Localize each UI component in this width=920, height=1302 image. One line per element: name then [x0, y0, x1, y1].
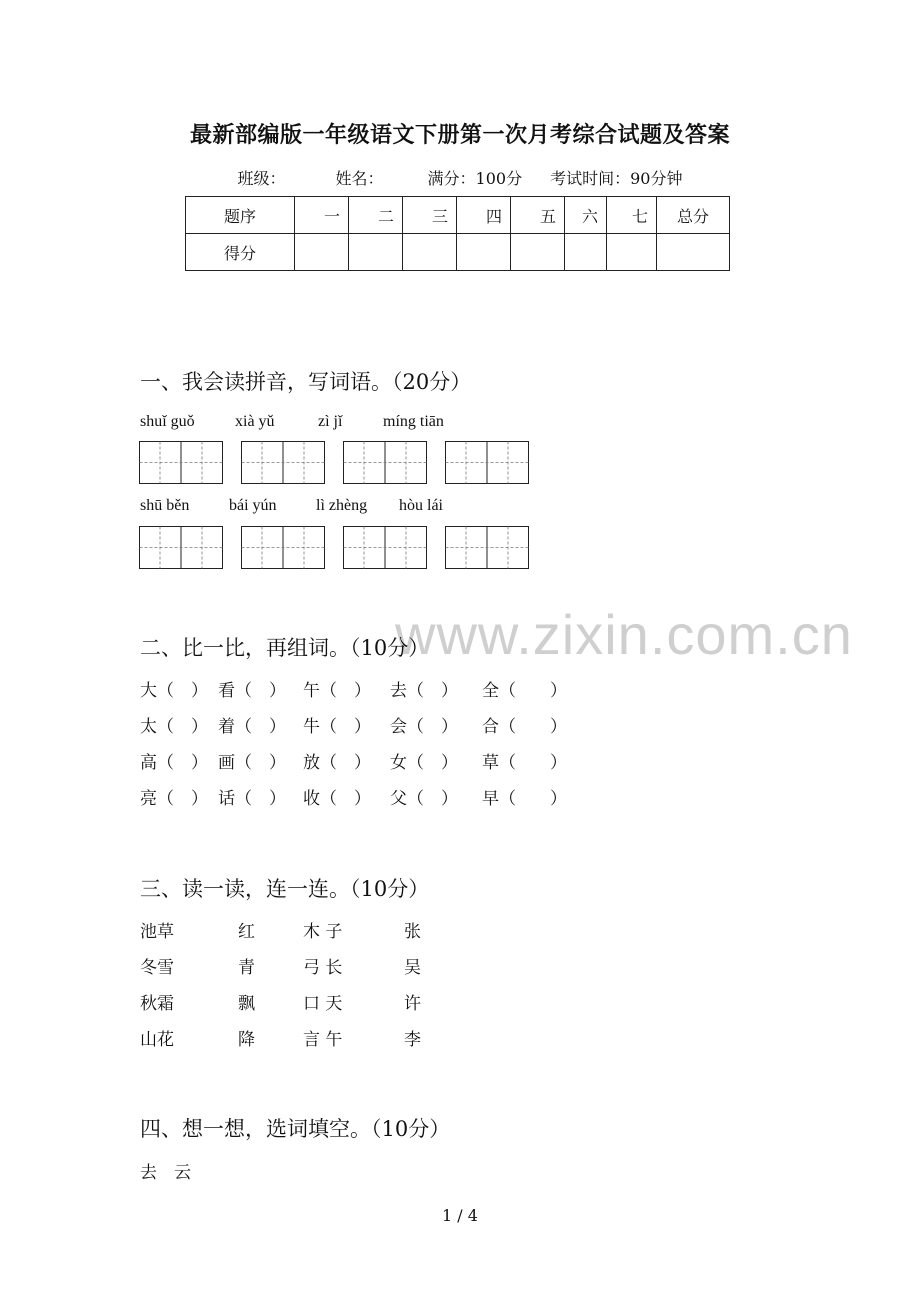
score-header-cell: 三: [403, 197, 457, 234]
compare-word-item[interactable]: 看（ ）: [218, 681, 286, 701]
exam-time: 考试时间：90分钟: [550, 169, 683, 188]
pinyin-word: shuǐ guǒ: [140, 413, 195, 430]
score-input-cell[interactable]: [295, 234, 349, 271]
score-table-header: [186, 197, 730, 234]
compare-word-item[interactable]: 高（ ）: [140, 753, 208, 773]
score-row-label: 得分: [186, 234, 295, 271]
writing-box[interactable]: [139, 526, 222, 568]
compare-word-item[interactable]: 全（ ）: [482, 681, 567, 701]
match-item[interactable]: 飘: [238, 994, 255, 1014]
score-input-cell[interactable]: [349, 234, 403, 271]
match-item[interactable]: 言 午: [303, 1030, 343, 1050]
compare-word-item[interactable]: 会（ ）: [390, 717, 458, 737]
compare-word-item[interactable]: 牛（ ）: [303, 717, 371, 737]
writing-box[interactable]: [445, 441, 528, 483]
score-input-cell[interactable]: [657, 234, 730, 271]
score-header-cell: 七: [607, 197, 657, 234]
score-table: [185, 196, 730, 271]
watermark: www.zixin.com.cn: [395, 603, 853, 666]
writing-grid-row-1: [139, 441, 528, 483]
match-item[interactable]: 山花: [140, 1030, 174, 1050]
full-score: 满分：100分: [427, 169, 523, 188]
compare-word-item[interactable]: 午（ ）: [303, 681, 371, 701]
match-item[interactable]: 口 天: [303, 994, 343, 1014]
score-table-row: [186, 234, 730, 271]
match-item[interactable]: 秋霜: [140, 994, 174, 1014]
exam-info: [0, 166, 920, 189]
score-header-cell: 五: [511, 197, 565, 234]
compare-word-item[interactable]: 收（ ）: [303, 789, 371, 809]
section-4-heading: 四、想一想，选词填空。（10分）: [140, 1117, 451, 1141]
score-header-cell: 二: [349, 197, 403, 234]
score-input-cell[interactable]: [457, 234, 511, 271]
match-item[interactable]: 李: [404, 1030, 421, 1050]
word-choices: 去 云: [140, 1163, 191, 1183]
writing-box[interactable]: [343, 526, 426, 568]
section-2-heading: 二、比一比，再组词。（10分）: [140, 636, 430, 660]
score-header-cell: 总分: [657, 197, 730, 234]
match-item[interactable]: 木 子: [303, 922, 343, 942]
compare-word-item[interactable]: 太（ ）: [140, 717, 208, 737]
compare-word-item[interactable]: 亮（ ）: [140, 789, 208, 809]
score-input-cell[interactable]: [565, 234, 607, 271]
compare-word-item[interactable]: 女（ ）: [390, 753, 458, 773]
match-item[interactable]: 弓 长: [303, 958, 343, 978]
writing-box[interactable]: [445, 526, 528, 568]
score-header-cell: 四: [457, 197, 511, 234]
compare-word-item[interactable]: 画（ ）: [218, 753, 286, 773]
page-title: 最新部编版一年级语文下册第一次月考综合试题及答案: [189, 122, 730, 148]
writing-box[interactable]: [343, 441, 426, 483]
match-item[interactable]: 青: [238, 958, 255, 978]
writing-box[interactable]: [241, 526, 324, 568]
score-header-cell: 题序: [186, 197, 295, 234]
score-input-cell[interactable]: [607, 234, 657, 271]
page-number: 1 / 4: [442, 1206, 478, 1225]
pinyin-word: shū běn: [140, 497, 190, 514]
compare-word-item[interactable]: 父（ ）: [390, 789, 458, 809]
pinyin-word: hòu lái: [399, 497, 443, 514]
compare-word-item[interactable]: 草（ ）: [482, 753, 567, 773]
match-item[interactable]: 吴: [404, 958, 421, 978]
writing-box[interactable]: [139, 441, 222, 483]
compare-word-item[interactable]: 话（ ）: [218, 789, 286, 809]
section-1-heading: 一、我会读拼音，写词语。（20分）: [140, 370, 472, 394]
pinyin-word: lì zhèng: [316, 497, 368, 514]
compare-word-item[interactable]: 去（ ）: [390, 681, 458, 701]
compare-word-item[interactable]: 早（ ）: [482, 789, 567, 809]
compare-word-item[interactable]: 放（ ）: [303, 753, 371, 773]
pinyin-word: xià yǔ: [235, 413, 275, 430]
match-item[interactable]: 池草: [140, 922, 174, 942]
match-item[interactable]: 冬雪: [140, 958, 174, 978]
name-label: 姓名：: [335, 169, 384, 188]
score-input-cell[interactable]: [511, 234, 565, 271]
section-3-heading: 三、读一读，连一连。（10分）: [140, 877, 430, 901]
compare-word-item[interactable]: 着（ ）: [218, 717, 286, 737]
pinyin-word: míng tiān: [383, 413, 444, 430]
score-input-cell[interactable]: [403, 234, 457, 271]
match-item[interactable]: 许: [404, 994, 421, 1014]
pinyin-word: bái yún: [229, 497, 277, 514]
match-item[interactable]: 红: [238, 922, 255, 942]
pinyin-word: zì jǐ: [318, 413, 343, 430]
score-header-cell: 一: [295, 197, 349, 234]
writing-box[interactable]: [241, 441, 324, 483]
writing-grid-row-2: [139, 526, 528, 568]
compare-word-item[interactable]: 合（ ）: [482, 717, 567, 737]
score-header-cell: 六: [565, 197, 607, 234]
compare-word-item[interactable]: 大（ ）: [140, 681, 208, 701]
class-label: 班级：: [237, 169, 286, 188]
match-item[interactable]: 张: [404, 922, 421, 942]
match-item[interactable]: 降: [238, 1030, 255, 1050]
